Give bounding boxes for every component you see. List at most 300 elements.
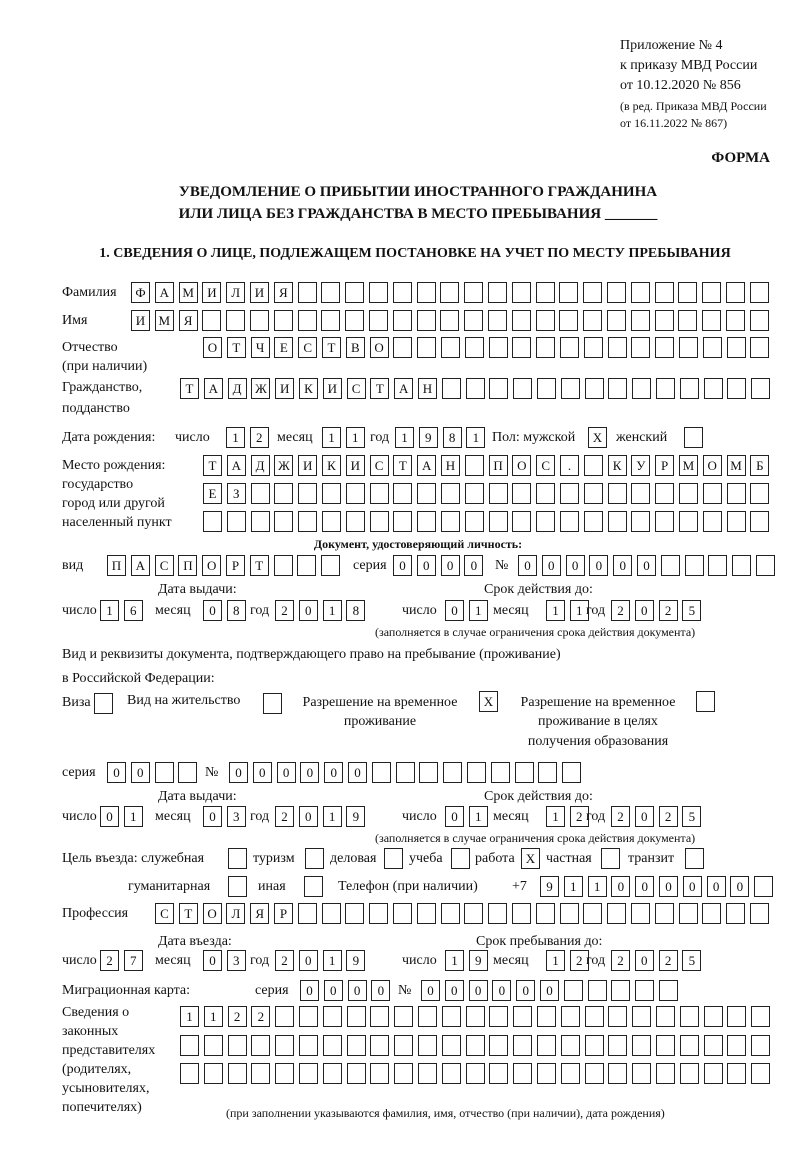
char-box[interactable] — [727, 511, 746, 532]
char-box[interactable] — [680, 1063, 699, 1084]
char-box[interactable]: 9 — [419, 427, 438, 448]
char-box[interactable] — [384, 848, 403, 869]
char-box[interactable]: 1 — [588, 876, 607, 897]
char-box[interactable] — [727, 1063, 746, 1084]
char-box[interactable] — [726, 310, 745, 331]
char-box[interactable]: 0 — [542, 555, 561, 576]
char-box[interactable] — [703, 511, 722, 532]
char-box[interactable] — [726, 282, 745, 303]
char-box[interactable]: 0 — [107, 762, 126, 783]
char-box[interactable] — [251, 511, 270, 532]
char-box[interactable]: М — [727, 455, 746, 476]
char-box[interactable] — [370, 1063, 389, 1084]
char-box[interactable]: Я — [179, 310, 198, 331]
char-box[interactable] — [298, 511, 317, 532]
char-box[interactable] — [562, 762, 581, 783]
char-box[interactable] — [702, 282, 721, 303]
char-box[interactable]: 0 — [299, 950, 318, 971]
char-box[interactable] — [727, 1006, 746, 1027]
char-box[interactable]: 8 — [227, 600, 246, 621]
char-box[interactable]: 0 — [324, 762, 343, 783]
char-box[interactable] — [631, 903, 650, 924]
char-box[interactable] — [202, 310, 221, 331]
char-box[interactable] — [512, 511, 531, 532]
char-box[interactable] — [608, 511, 627, 532]
char-box[interactable]: Б — [750, 455, 769, 476]
char-box[interactable]: 9 — [469, 950, 488, 971]
char-box[interactable] — [601, 848, 620, 869]
profession-field[interactable] — [155, 903, 769, 924]
purpose-study-checkbox[interactable] — [451, 848, 470, 869]
char-box[interactable] — [512, 903, 531, 924]
char-box[interactable] — [393, 282, 412, 303]
char-box[interactable]: О — [203, 337, 222, 358]
char-box[interactable]: 1 — [546, 950, 565, 971]
purpose-business-checkbox[interactable] — [384, 848, 403, 869]
char-box[interactable] — [561, 1006, 580, 1027]
char-box[interactable] — [536, 310, 555, 331]
date-part-field[interactable] — [611, 600, 701, 621]
char-box[interactable] — [696, 691, 715, 712]
char-box[interactable] — [370, 483, 389, 504]
char-box[interactable]: 0 — [540, 980, 559, 1001]
char-box[interactable] — [656, 1006, 675, 1027]
char-box[interactable] — [440, 282, 459, 303]
char-box[interactable] — [321, 555, 340, 576]
char-box[interactable]: Я — [274, 282, 293, 303]
char-box[interactable] — [275, 1006, 294, 1027]
char-box[interactable] — [467, 762, 486, 783]
char-box[interactable] — [489, 378, 508, 399]
char-box[interactable]: Ж — [274, 455, 293, 476]
char-box[interactable]: Д — [251, 455, 270, 476]
char-box[interactable]: 0 — [518, 555, 537, 576]
char-box[interactable] — [584, 511, 603, 532]
date-part-field[interactable] — [203, 950, 246, 971]
char-box[interactable] — [726, 903, 745, 924]
char-box[interactable]: А — [155, 282, 174, 303]
char-box[interactable]: Н — [441, 455, 460, 476]
char-box[interactable] — [559, 310, 578, 331]
char-box[interactable]: 0 — [635, 876, 654, 897]
char-box[interactable] — [323, 1006, 342, 1027]
char-box[interactable]: Р — [226, 555, 245, 576]
date-part-field[interactable] — [445, 950, 488, 971]
id-doc-series-field[interactable] — [393, 555, 483, 576]
temp-residence-checkbox[interactable] — [479, 691, 498, 712]
char-box[interactable] — [537, 1035, 556, 1056]
purpose-other-checkbox[interactable] — [304, 876, 323, 897]
birthplace-field-3[interactable] — [203, 511, 769, 532]
char-box[interactable] — [440, 310, 459, 331]
purpose-private-checkbox[interactable] — [601, 848, 620, 869]
char-box[interactable] — [441, 511, 460, 532]
char-box[interactable]: 0 — [635, 950, 654, 971]
char-box[interactable]: 0 — [683, 876, 702, 897]
purpose-humanitarian-checkbox[interactable] — [228, 876, 247, 897]
char-box[interactable] — [583, 903, 602, 924]
char-box[interactable]: 0 — [299, 600, 318, 621]
char-box[interactable] — [345, 310, 364, 331]
char-box[interactable]: Е — [203, 483, 222, 504]
char-box[interactable] — [322, 511, 341, 532]
char-box[interactable]: 2 — [275, 950, 294, 971]
char-box[interactable]: 1 — [323, 950, 342, 971]
char-box[interactable] — [417, 903, 436, 924]
char-box[interactable] — [608, 1063, 627, 1084]
char-box[interactable]: 0 — [611, 876, 630, 897]
char-box[interactable] — [611, 980, 630, 1001]
char-box[interactable]: А — [394, 378, 413, 399]
char-box[interactable] — [635, 980, 654, 1001]
char-box[interactable] — [607, 282, 626, 303]
char-box[interactable]: 2 — [251, 1006, 270, 1027]
char-box[interactable] — [631, 511, 650, 532]
char-box[interactable] — [751, 1006, 770, 1027]
char-box[interactable] — [369, 903, 388, 924]
char-box[interactable] — [684, 427, 703, 448]
char-box[interactable]: 7 — [124, 950, 143, 971]
char-box[interactable] — [608, 1035, 627, 1056]
char-box[interactable]: 1 — [546, 600, 565, 621]
char-box[interactable] — [680, 1035, 699, 1056]
char-box[interactable]: 1 — [546, 806, 565, 827]
char-box[interactable] — [631, 337, 650, 358]
char-box[interactable] — [488, 310, 507, 331]
birth-month-field[interactable] — [322, 427, 365, 448]
char-box[interactable]: 0 — [441, 555, 460, 576]
char-box[interactable]: X — [588, 427, 607, 448]
char-box[interactable] — [442, 1063, 461, 1084]
char-box[interactable]: Т — [203, 455, 222, 476]
char-box[interactable] — [702, 310, 721, 331]
char-box[interactable]: Т — [393, 455, 412, 476]
char-box[interactable]: 2 — [611, 600, 630, 621]
char-box[interactable] — [155, 762, 174, 783]
char-box[interactable]: X — [521, 848, 540, 869]
char-box[interactable] — [536, 483, 555, 504]
char-box[interactable] — [346, 483, 365, 504]
char-box[interactable] — [512, 310, 531, 331]
char-box[interactable] — [655, 903, 674, 924]
char-box[interactable] — [679, 511, 698, 532]
purpose-transit-checkbox[interactable] — [685, 848, 704, 869]
char-box[interactable] — [488, 903, 507, 924]
char-box[interactable] — [560, 903, 579, 924]
representatives-field-1[interactable] — [180, 1006, 770, 1027]
char-box[interactable]: 0 — [613, 555, 632, 576]
char-box[interactable] — [538, 762, 557, 783]
char-box[interactable] — [346, 511, 365, 532]
char-box[interactable] — [751, 1035, 770, 1056]
char-box[interactable] — [251, 1063, 270, 1084]
date-part-field[interactable] — [275, 950, 365, 971]
char-box[interactable]: 0 — [566, 555, 585, 576]
char-box[interactable] — [204, 1063, 223, 1084]
char-box[interactable] — [489, 483, 508, 504]
char-box[interactable] — [322, 483, 341, 504]
char-box[interactable]: 0 — [203, 950, 222, 971]
char-box[interactable]: X — [479, 691, 498, 712]
char-box[interactable] — [489, 1006, 508, 1027]
char-box[interactable] — [537, 1063, 556, 1084]
char-box[interactable] — [305, 848, 324, 869]
char-box[interactable] — [655, 337, 674, 358]
char-box[interactable]: Л — [226, 282, 245, 303]
char-box[interactable] — [442, 1035, 461, 1056]
char-box[interactable] — [204, 1035, 223, 1056]
char-box[interactable] — [370, 1035, 389, 1056]
char-box[interactable] — [655, 511, 674, 532]
char-box[interactable]: И — [323, 378, 342, 399]
char-box[interactable] — [466, 1063, 485, 1084]
char-box[interactable] — [304, 876, 323, 897]
char-box[interactable]: 0 — [203, 806, 222, 827]
char-box[interactable]: П — [178, 555, 197, 576]
char-box[interactable] — [607, 310, 626, 331]
char-box[interactable]: . — [560, 455, 579, 476]
char-box[interactable]: 0 — [131, 762, 150, 783]
char-box[interactable] — [685, 848, 704, 869]
char-box[interactable] — [345, 903, 364, 924]
char-box[interactable] — [608, 483, 627, 504]
char-box[interactable]: 1 — [469, 806, 488, 827]
char-box[interactable] — [561, 378, 580, 399]
char-box[interactable]: 2 — [611, 950, 630, 971]
char-box[interactable] — [513, 1063, 532, 1084]
char-box[interactable] — [679, 337, 698, 358]
char-box[interactable]: С — [536, 455, 555, 476]
surname-field[interactable] — [131, 282, 769, 303]
char-box[interactable] — [441, 337, 460, 358]
char-box[interactable] — [370, 511, 389, 532]
char-box[interactable] — [94, 693, 113, 714]
char-box[interactable] — [632, 378, 651, 399]
phone-field[interactable] — [540, 876, 773, 897]
char-box[interactable]: 0 — [417, 555, 436, 576]
char-box[interactable] — [394, 1035, 413, 1056]
char-box[interactable] — [251, 1035, 270, 1056]
char-box[interactable]: 0 — [371, 980, 390, 1001]
char-box[interactable]: 5 — [682, 950, 701, 971]
char-box[interactable] — [727, 1035, 746, 1056]
char-box[interactable]: Т — [370, 378, 389, 399]
char-box[interactable] — [750, 310, 769, 331]
char-box[interactable]: 2 — [659, 950, 678, 971]
char-box[interactable]: Н — [418, 378, 437, 399]
temp-residence-edu-checkbox[interactable] — [696, 691, 715, 712]
char-box[interactable] — [632, 1063, 651, 1084]
char-box[interactable] — [489, 1035, 508, 1056]
char-box[interactable] — [754, 876, 773, 897]
char-box[interactable]: Е — [274, 337, 293, 358]
char-box[interactable] — [656, 378, 675, 399]
id-doc-number-field[interactable] — [518, 555, 775, 576]
char-box[interactable] — [323, 1063, 342, 1084]
char-box[interactable] — [393, 511, 412, 532]
char-box[interactable] — [536, 511, 555, 532]
char-box[interactable] — [608, 1006, 627, 1027]
char-box[interactable] — [513, 378, 532, 399]
char-box[interactable]: Р — [655, 455, 674, 476]
char-box[interactable] — [750, 282, 769, 303]
char-box[interactable] — [560, 337, 579, 358]
char-box[interactable] — [394, 1006, 413, 1027]
char-box[interactable] — [441, 903, 460, 924]
char-box[interactable] — [228, 1035, 247, 1056]
char-box[interactable] — [704, 378, 723, 399]
char-box[interactable] — [750, 511, 769, 532]
char-box[interactable]: 9 — [346, 950, 365, 971]
char-box[interactable] — [251, 483, 270, 504]
char-box[interactable] — [750, 903, 769, 924]
date-part-field[interactable] — [203, 600, 246, 621]
char-box[interactable]: А — [417, 455, 436, 476]
char-box[interactable]: 2 — [611, 806, 630, 827]
char-box[interactable] — [228, 848, 247, 869]
patronymic-field[interactable] — [203, 337, 769, 358]
char-box[interactable] — [274, 310, 293, 331]
char-box[interactable] — [536, 282, 555, 303]
char-box[interactable] — [585, 378, 604, 399]
migration-card-number-field[interactable] — [421, 980, 678, 1001]
char-box[interactable] — [631, 483, 650, 504]
char-box[interactable]: Р — [274, 903, 293, 924]
char-box[interactable]: 9 — [540, 876, 559, 897]
char-box[interactable] — [417, 511, 436, 532]
char-box[interactable] — [584, 483, 603, 504]
char-box[interactable]: 0 — [469, 980, 488, 1001]
purpose-work-checkbox[interactable] — [521, 848, 540, 869]
char-box[interactable] — [727, 378, 746, 399]
char-box[interactable]: О — [370, 337, 389, 358]
date-part-field[interactable] — [275, 600, 365, 621]
char-box[interactable] — [608, 337, 627, 358]
char-box[interactable] — [321, 310, 340, 331]
char-box[interactable] — [322, 903, 341, 924]
char-box[interactable] — [750, 483, 769, 504]
date-part-field[interactable] — [546, 806, 589, 827]
char-box[interactable] — [250, 310, 269, 331]
char-box[interactable]: 0 — [277, 762, 296, 783]
char-box[interactable]: О — [203, 903, 222, 924]
char-box[interactable] — [417, 310, 436, 331]
char-box[interactable] — [608, 378, 627, 399]
char-box[interactable]: 0 — [445, 600, 464, 621]
char-box[interactable] — [274, 483, 293, 504]
char-box[interactable] — [226, 310, 245, 331]
char-box[interactable] — [537, 1006, 556, 1027]
date-part-field[interactable] — [100, 950, 143, 971]
char-box[interactable] — [727, 337, 746, 358]
right-doc-series-field[interactable] — [107, 762, 197, 783]
date-part-field[interactable] — [546, 950, 589, 971]
char-box[interactable]: 6 — [124, 600, 143, 621]
date-part-field[interactable] — [100, 806, 143, 827]
char-box[interactable]: В — [346, 337, 365, 358]
date-part-field[interactable] — [546, 600, 589, 621]
date-part-field[interactable] — [611, 806, 701, 827]
char-box[interactable]: 5 — [682, 806, 701, 827]
char-box[interactable]: И — [346, 455, 365, 476]
char-box[interactable]: Т — [180, 378, 199, 399]
char-box[interactable]: 0 — [348, 980, 367, 1001]
date-part-field[interactable] — [445, 806, 488, 827]
char-box[interactable] — [441, 483, 460, 504]
char-box[interactable] — [417, 483, 436, 504]
char-box[interactable] — [631, 282, 650, 303]
char-box[interactable] — [585, 1063, 604, 1084]
char-box[interactable] — [536, 337, 555, 358]
char-box[interactable] — [299, 1035, 318, 1056]
char-box[interactable] — [227, 511, 246, 532]
char-box[interactable]: 0 — [324, 980, 343, 1001]
char-box[interactable] — [369, 282, 388, 303]
char-box[interactable]: С — [347, 378, 366, 399]
char-box[interactable] — [347, 1063, 366, 1084]
migration-card-series-field[interactable] — [300, 980, 390, 1001]
char-box[interactable] — [298, 310, 317, 331]
char-box[interactable]: С — [155, 555, 174, 576]
char-box[interactable] — [465, 455, 484, 476]
char-box[interactable]: Я — [250, 903, 269, 924]
char-box[interactable]: 1 — [323, 600, 342, 621]
char-box[interactable]: 2 — [228, 1006, 247, 1027]
char-box[interactable] — [756, 555, 775, 576]
char-box[interactable] — [394, 1063, 413, 1084]
char-box[interactable]: Л — [226, 903, 245, 924]
char-box[interactable] — [704, 1063, 723, 1084]
char-box[interactable]: Ч — [251, 337, 270, 358]
char-box[interactable]: 1 — [226, 427, 245, 448]
char-box[interactable] — [393, 337, 412, 358]
char-box[interactable] — [418, 1006, 437, 1027]
char-box[interactable]: 2 — [275, 806, 294, 827]
char-box[interactable] — [466, 1035, 485, 1056]
char-box[interactable]: 3 — [227, 950, 246, 971]
char-box[interactable]: 0 — [421, 980, 440, 1001]
char-box[interactable]: 2 — [570, 950, 589, 971]
char-box[interactable]: Ж — [251, 378, 270, 399]
char-box[interactable] — [750, 337, 769, 358]
char-box[interactable]: Т — [322, 337, 341, 358]
char-box[interactable]: 0 — [253, 762, 272, 783]
char-box[interactable]: 0 — [730, 876, 749, 897]
char-box[interactable]: М — [179, 282, 198, 303]
char-box[interactable] — [583, 310, 602, 331]
date-part-field[interactable] — [100, 600, 143, 621]
char-box[interactable] — [751, 1063, 770, 1084]
char-box[interactable] — [275, 1063, 294, 1084]
char-box[interactable]: 0 — [393, 555, 412, 576]
residence-checkbox[interactable] — [263, 693, 282, 714]
char-box[interactable] — [345, 282, 364, 303]
char-box[interactable] — [369, 310, 388, 331]
purpose-official-checkbox[interactable] — [228, 848, 247, 869]
representatives-field-3[interactable] — [180, 1063, 770, 1084]
char-box[interactable] — [299, 1063, 318, 1084]
char-box[interactable]: 2 — [570, 806, 589, 827]
char-box[interactable] — [489, 1063, 508, 1084]
char-box[interactable]: 0 — [445, 980, 464, 1001]
char-box[interactable] — [180, 1035, 199, 1056]
birthplace-field-2[interactable] — [203, 483, 769, 504]
char-box[interactable] — [679, 903, 698, 924]
char-box[interactable]: Т — [227, 337, 246, 358]
char-box[interactable]: М — [679, 455, 698, 476]
char-box[interactable] — [560, 483, 579, 504]
char-box[interactable]: Д — [228, 378, 247, 399]
